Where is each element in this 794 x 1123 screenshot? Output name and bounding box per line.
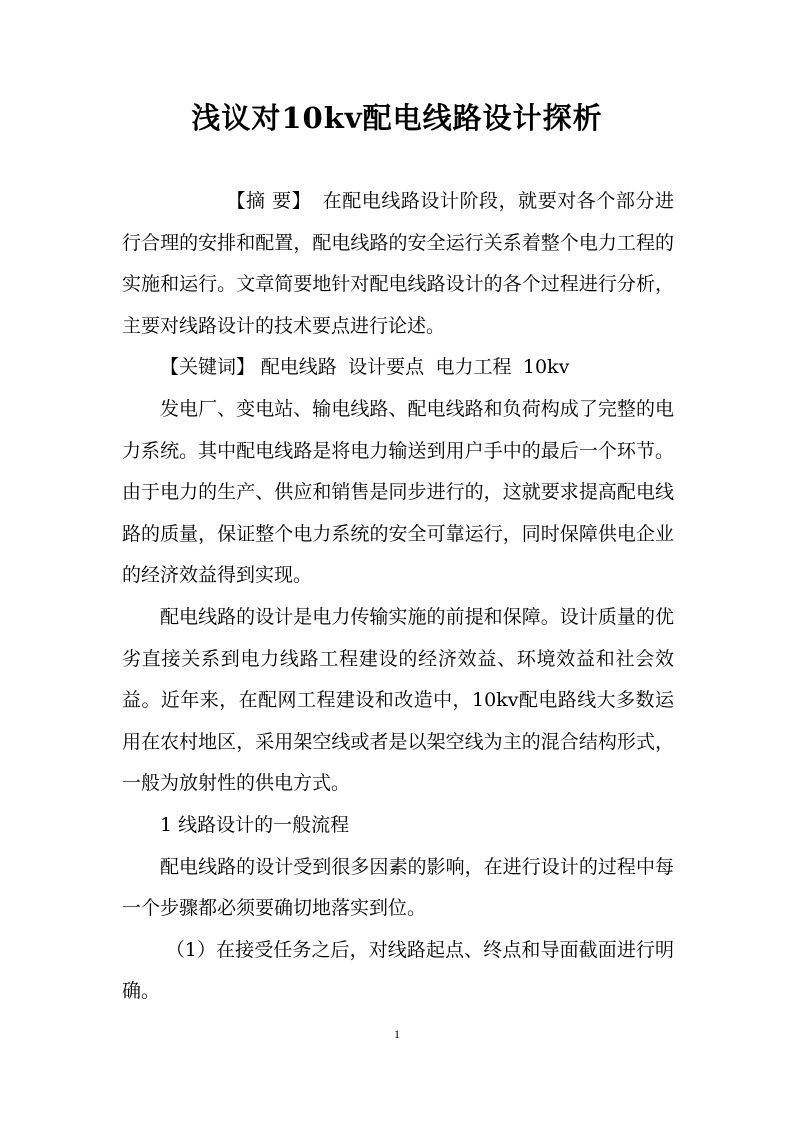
section-paragraph: 配电线路的设计受到很多因素的影响，在进行设计的过程中每一个步骤都必须要确切地落实到位。 (122, 855, 674, 920)
document-title: 浅议对10kv配电线路设计探析 (191, 101, 603, 135)
abstract-text: 在配电线路设计阶段，就要对各个部分进行合理的安排和配置，配电线路的安全运行关系着整个电力工程的实施和运行。文章简要地针对配电线路设计的各个过程进行分析，主要对线路设计的技术要点进行论述。 (122, 190, 674, 337)
keywords-label: 【关键词】 (160, 356, 256, 379)
keyword: 设计要点 (348, 356, 425, 379)
step-paragraph: （1）在接受任务之后，对线路起点、终点和导面截面进行明确。 (122, 938, 674, 1003)
abstract-label: 【摘 要】 (226, 190, 312, 212)
section-heading: 1 线路设计的一般流程 (160, 813, 350, 836)
document-body (122, 181, 674, 1013)
keywords-paragraph (122, 347, 674, 389)
keyword: 10kv (522, 356, 570, 379)
abstract-paragraph (122, 181, 674, 347)
keyword: 电力工程 (435, 356, 512, 379)
keyword: 配电线路 (260, 356, 337, 379)
body-paragraph: 配电线路的设计是电力传输实施的前提和保障。设计质量的优劣直接关系到电力线路工程建设的经济效益、环境效益和社会效益。近年来，在配网工程建设和改造中，10kv配电路线大多数运用在农村地区，采用架空线或者是以架空线为主的混合结构形式，一般为放射性的供电方式。 (122, 605, 674, 795)
body-paragraph: 发电厂、变电站、输电线路、配电线路和负荷构成了完整的电力系统。其中配电线路是将电力输送到用户手中的最后一个环节。由于电力的生产、供应和销售是同步进行的，这就要求提高配电线路的质量，保证整个电力系统的安全可靠运行，同时保障供电企业的经济效益得到实现。 (122, 397, 674, 587)
page-number: 1 (394, 1027, 400, 1041)
